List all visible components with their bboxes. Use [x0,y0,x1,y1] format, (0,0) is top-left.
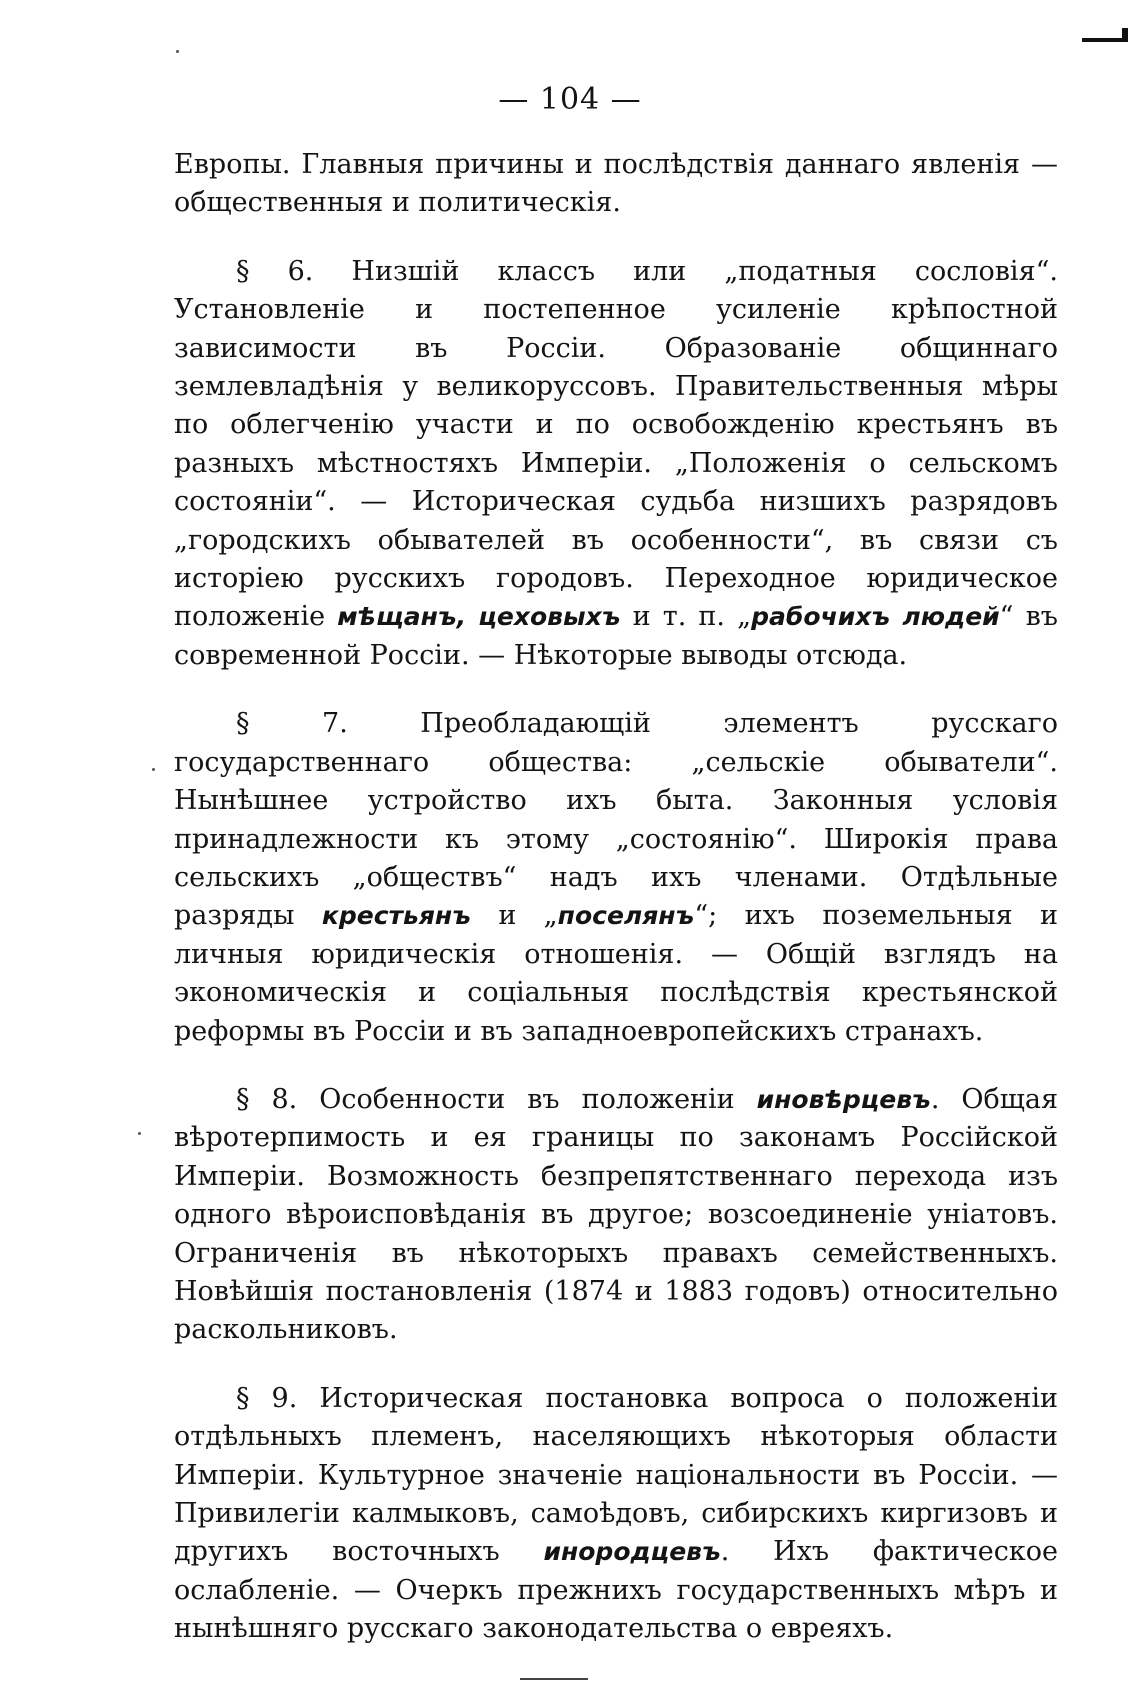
section-6-paragraph [174,253,1058,675]
paragraph-text: . Ихъ фактическое ослабленіе. — Очеркъ прежнихъ государственныхъ мѣръ и нынѣшняго русскаго законодательства о евреяхъ. [174,1536,1058,1645]
paragraph-text: § 8. Особенности въ положеніи [236,1083,757,1115]
corner-scan-mark [1082,28,1128,42]
paragraph-text: § 7. Преобладающій элементъ русскаго государственнаго общества: „сельскіе обыватели“. Нынѣшнее устройство ихъ быта. Законныя условія принадлежности къ этому „состоянію“. Широкія права сельскихъ „обществъ“ надъ ихъ членами. Отдѣльные разряды [174,708,1058,932]
scan-speck [176,50,179,53]
emphasized-term: иновѣрцевъ [756,1084,931,1114]
paragraph-text: и „ [470,900,558,932]
emphasized-term: крестьянъ [321,901,471,931]
paragraph-text: Европы. Главныя причины и послѣдствія даннаго явленія — общественныя и политическія. [174,149,1058,219]
emphasized-term: рабочихъ людей [751,602,1000,632]
scan-speck [138,1132,141,1135]
paragraph-continuation [174,146,1058,223]
page-number: — 104 — [498,82,642,117]
paragraph-text: § 6. Низшій классъ или „податныя сословія“. Установленіе и постепенное усиленіе крѣпостной зависимости въ Россіи. Образованіе общиннаго землевладѣнія у великоруссовъ. Правительственныя мѣры по облегченію участи и по освобожденію крестьянъ въ разныхъ мѣстностяхъ Имперіи. „Положенія о сельскомъ состояніи“. — Историческая судьба низшихъ разрядовъ „городскихъ обывателей въ особенности“, въ связи съ исторіею русскихъ городовъ. Переходное юридическое положеніе [174,255,1058,633]
section-8-paragraph [174,1081,1058,1350]
section-7-paragraph [174,705,1058,1051]
emphasized-term: поселянъ [557,901,695,931]
section-9-paragraph [174,1380,1058,1649]
paragraph-text: и т. п. „ [620,601,752,633]
paragraph-text: “; ихъ поземельныя и личныя юридическія отношенія. — Общій взглядъ на экономическія и соціальныя послѣдствія крестьянской реформы въ Россіи и въ западноевропейскихъ странахъ. [174,900,1058,1047]
emphasized-term: инородцевъ [543,1537,721,1567]
emphasized-term: мѣщанъ, цеховыхъ [337,602,621,632]
paragraph-text: “ въ современной Россіи. — Нѣкоторые выводы отсюда. [174,601,1058,671]
paragraph-text: § 9. Историческая постановка вопроса о положеніи отдѣльныхъ племенъ, населяющихъ нѣкоторыя области Имперіи. Культурное значеніе національности въ Россіи. — Привилегіи калмыковъ, самоѣдовъ, сибирскихъ киргизовъ и другихъ восточныхъ [174,1382,1058,1568]
scan-speck [152,768,155,771]
bottom-rule [520,1678,588,1680]
page-body [174,146,1058,1649]
paragraph-text: . Общая вѣротерпимость и ея границы по законамъ Россійской Имперіи. Возможность безпрепятственнаго перехода изъ одного вѣроисповѣданія въ другое; возсоединеніе уніатовъ. Ограниченія въ нѣкоторыхъ правахъ семейственныхъ. Новѣйшія постановленія (1874 и 1883 годовъ) относительно раскольниковъ. [174,1083,1058,1346]
